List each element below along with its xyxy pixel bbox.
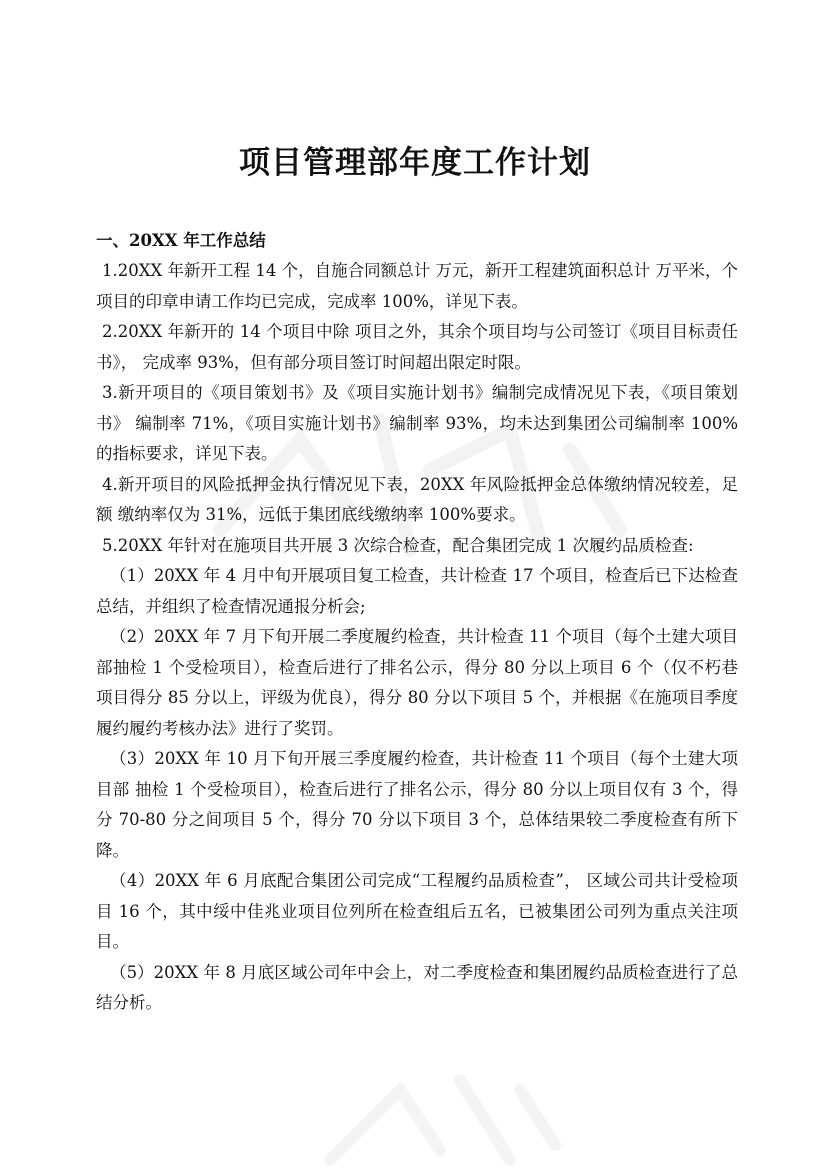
sub-paragraph-1: （1）20XX 年 4 月中旬开展项目复工检查，共计检查 17 个项目，检查后已下达检查总结，并组织了检查情况通报分析会; — [96, 566, 738, 616]
section-heading: 一、20XX 年工作总结 — [96, 231, 266, 250]
sub-paragraph-5: （5）20XX 年 8 月底区域公司年中会上，对二季度检查和集团履约品质检查进行了总结分析。 — [96, 962, 738, 1012]
sub-paragraph-3: （3）20XX 年 10 月下旬开展三季度履约检查，共计检查 11 个项目（每个土建大项目部 抽检 1 个受检项目），检查后进行了排名公示，得分 80 分以上项目仅有 3 个，得分 70-80 分之间项目 5 个，得分 70 分以下项目 3 个，总体结果较二季度检查有所下降。 — [96, 749, 738, 860]
sub-paragraph-2: （2）20XX 年 7 月下旬开展二季度履约检查，共计检查 11 个项目（每个土建大项目部抽检 1 个受检项目），检查后进行了排名公示，得分 80 分以上项目 6 个（仅不朽巷项目得分 85 分以上，评级为优良），得分 80 分以下项目 5 个，并根据《在施项目季度履约履约考核办法》进行了奖罚。 — [96, 627, 738, 738]
watermark-graphic-bottom — [310, 1050, 570, 1174]
paragraph-3: 3.新开项目的《项目策划书》及《项目实施计划书》编制完成情况见下表，《项目策划书》 编制率 71%，《项目实施计划书》编制率 93%，均未达到集团公司编制率 100%的指标要求，详见下表。 — [96, 383, 738, 463]
paragraph-5: 5.20XX 年针对在施项目共开展 3 次综合检查，配合集团完成 1 次履约品质检查: — [102, 535, 694, 555]
paragraph-2: 2.20XX 年新开的 14 个项目中除 项目之外，其余个项目均与公司签订《项目目标责任书》， 完成率 93%，但有部分项目签订时间超出限定时限。 — [96, 322, 738, 372]
paragraph-1: 1.20XX 年新开工程 14 个，自施合同额总计 万元，新开工程建筑面积总计 万平米，个 项目的印章申请工作均已完成，完成率 100%，详见下表。 — [96, 261, 738, 311]
document-title: 项目管理部年度工作计划 — [239, 145, 591, 181]
document-body — [96, 226, 738, 1019]
paragraph-4: 4.新开项目的风险抵押金执行情况见下表，20XX 年风险抵押金总体缴纳情况较差，足额 缴纳率仅为 31%，远低于集团底线缴纳率 100%要求。 — [96, 474, 738, 524]
sub-paragraph-4: （4）20XX 年 6 月底配合集团公司完成“工程履约品质检查”， 区域公司共计受检项目 16 个，其中绥中佳兆业项目位列所在检查组后五名，已被集团公司列为重点关注项目。 — [96, 871, 738, 951]
